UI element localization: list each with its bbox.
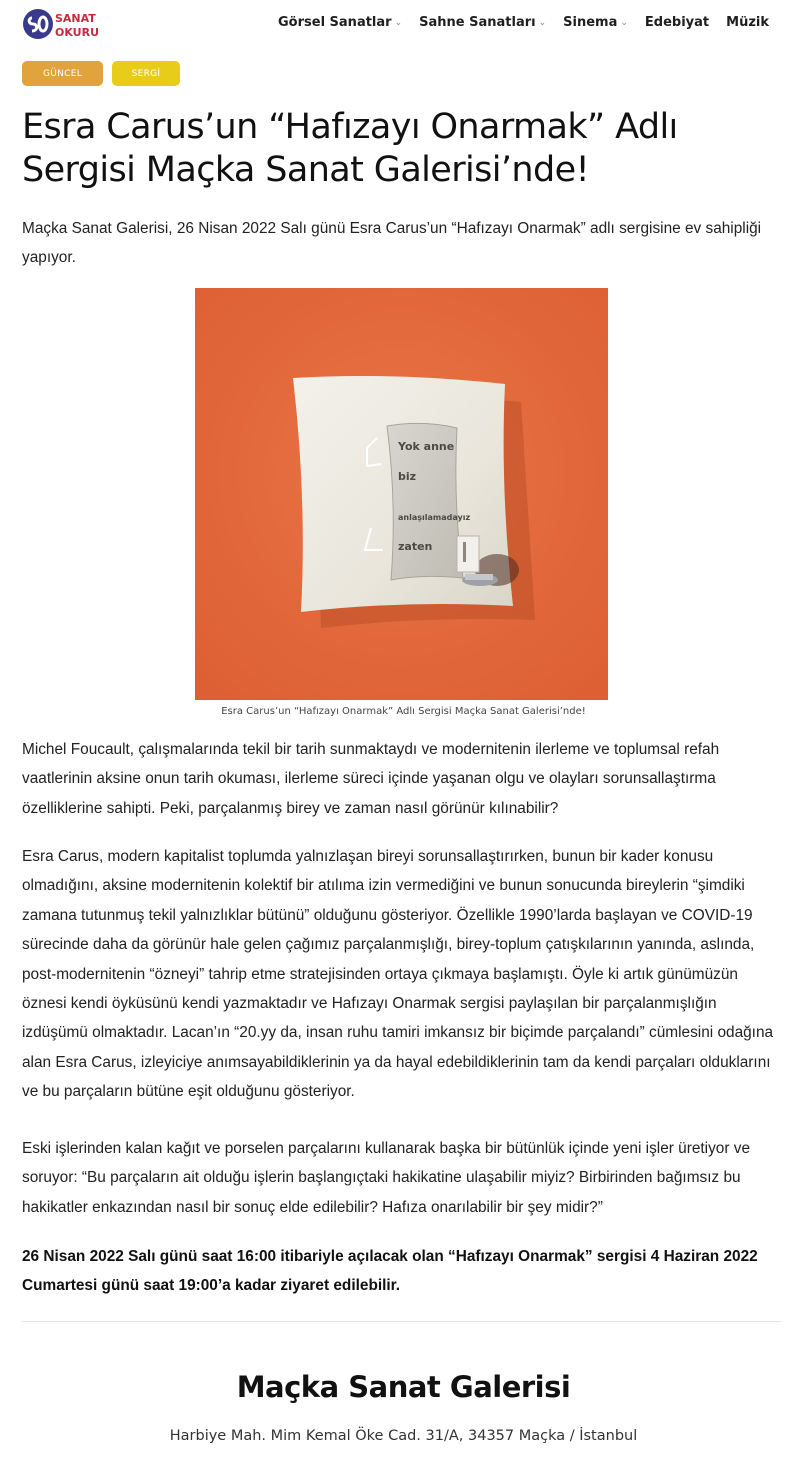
artwork-text-line-3: anlaşılamadayız: [398, 513, 471, 522]
svg-text:OKURU: OKURU: [55, 26, 98, 39]
article-intro: Maçka Sanat Galerisi, 26 Nisan 2022 Salı günü Esra Carus’un “Hafızayı Onarmak” adlı sergisine ev sahipliği yapıyor.: [22, 220, 762, 267]
nav-item-muzik[interactable]: Müzik: [726, 15, 769, 30]
artwork-image: [195, 288, 608, 700]
article-paragraph-1: Michel Foucault, çalışmalarında tekil bir tarih sunmaktaydı ve modernitenin ilerleme ve toplumsal refah vaatlerinin aksine onun tarih okuması, ilerleme süreci içinde yaşanan olgu ve olayları sorunsallaştırma özelliklerine sahipti. Peki, parçalanmış birey ve zaman nasıl görünür kılınabilir?: [22, 741, 720, 817]
article-title: Esra Carus’un “Hafızayı Onarmak” Adlı Sergisi Maçka Sanat Galerisi’nde!: [22, 107, 678, 190]
nav-item-sinema[interactable]: Sinema ⌄: [563, 13, 628, 33]
artwork-text-line-1: Yok anne: [398, 440, 455, 453]
chevron-down-icon: ⌄: [538, 18, 547, 28]
nav-item-gorsel-sanatlar[interactable]: Görsel Sanatlar ⌄: [278, 13, 402, 33]
site-header: [0, 0, 807, 52]
badge-sergi[interactable]: SERGİ: [112, 61, 180, 86]
article-paragraph-3: Eski işlerinden kalan kağıt ve porselen parçalarını kullanarak başka bir bütünlük içinde yeni işler üretiyor ve soruyor: “Bu parçaların ait olduğu işlerin başlangıçtaki hakikatine ulaşabilir miyiz? Birbirinden bağımsız bu hakikatler enkazından nasıl bir sonuç elde edilebilir? Hafıza onarılabilir bir şey midir?”: [22, 1140, 751, 1216]
main-nav: [261, 13, 769, 33]
section-divider: [22, 1321, 782, 1322]
category-badges: [22, 61, 180, 86]
nav-item-sahne-sanatlari[interactable]: Sahne Sanatları ⌄: [419, 13, 546, 33]
artwork-text-line-4: zaten: [398, 540, 433, 553]
badge-guncel[interactable]: GÜNCEL: [22, 61, 103, 86]
article-paragraph-4: 26 Nisan 2022 Salı günü saat 16:00 itibariyle açılacak olan “Hafızayı Onarmak” sergisi 4 Haziran 2022 Cumartesi günü saat 19:00’a kadar ziyaret edilebilir.: [22, 1248, 758, 1295]
svg-text:SANAT: SANAT: [55, 12, 96, 25]
site-logo[interactable]: [22, 6, 98, 42]
nav-item-edebiyat[interactable]: Edebiyat: [644, 15, 710, 30]
image-caption: Esra Carus’un “Hafızayı Onarmak” Adlı Sergisi Maçka Sanat Galerisi’nde!: [221, 706, 586, 717]
logo-mark-icon: [22, 6, 98, 42]
gallery-name: Maçka Sanat Galerisi: [236, 1370, 571, 1404]
chevron-down-icon: ⌄: [620, 18, 628, 28]
artwork-illustration: [195, 288, 608, 700]
article-paragraph-2: Esra Carus, modern kapitalist toplumda yalnızlaşan bireyi sorunsallaştırırken, bunun bir kader konusu olmadığını, aksine modernitenin kolektif bir atılıma izin vermediğini ve bunun sonucunda bireylerin “şimdiki zamana tutunmuş tekil yalnızlıklar bütünü” olduğunu gösteriyor. Özellikle 1990’larda başlayan ve COVID-19 sürecinde daha da görünür hale gelen çağımız parçalanmışlığı, birey-toplum çatışkılarının yanında, aslında, post-modernitenin “özneyi” tahrip etme stratejisinden ortaya çıkmaya başlamıştı. Öyle ki artık günümüzün öznesi kendi öyküsünü kendi yazmaktadır ve Hafızayı Onarmak sergisi paylaşılan bir parçalanmışlığın izdüşümü olmaktadır. Lacan’ın “20.yy da, insan ruhu tamiri imkansız bir biçimde parçalandı” cümlesini odağına alan Esra Carus, izleyiciye anımsayabildiklerinin ya da hayal edebildiklerinin tam da kendi parçaları olduklarını ve bu parçaların bütüne eşit olduğunu gösteriyor.: [22, 848, 774, 1101]
gallery-address: Harbiye Mah. Mim Kemal Öke Cad. 31/A, 34357 Maçka / İstanbul: [169, 1428, 638, 1444]
artwork-text-line-2: biz: [398, 470, 417, 483]
chevron-down-icon: ⌄: [394, 18, 403, 28]
